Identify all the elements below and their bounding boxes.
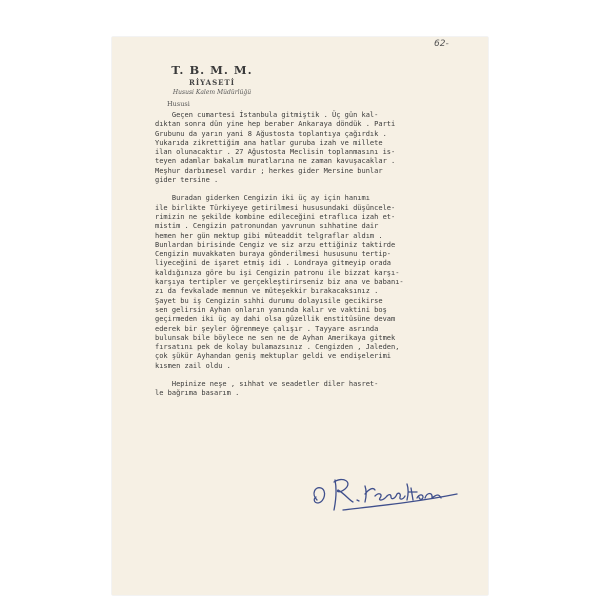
letter-page — [112, 37, 488, 595]
text-line: kısmen zail oldu . — [155, 361, 231, 370]
handwritten-signature — [307, 472, 477, 517]
text-line: çok şükür Ayhandan geniş mektuplar geldi ve endişelerimi — [155, 352, 392, 361]
text-line: bulunsak bile böylece ne sen ne de Ayhan Amerikaya gitmek — [155, 333, 396, 342]
paragraph-1 — [155, 111, 481, 185]
text-line: Buradan giderken Cengizin iki üç ay için hanımı — [155, 194, 370, 203]
text-line: ile birlikte Türkiyeye getirilmesi hususundaki düşüncele- — [155, 203, 396, 212]
text-line: sen gelirsin Ayhan onların yanında kalır ve vaktini boş — [155, 305, 387, 314]
text-line: mistim . Cengizin patronundan yavrunun sıhhatine dair — [155, 222, 379, 231]
text-line: Yukarıda zikrettiğim ana hatlar guruba izah ve millete — [155, 138, 383, 147]
text-line: hemen her gün mektup gibi müteaddit telgraflar aldım . — [155, 231, 383, 240]
text-line: rimizin ne şekilde kombine edileceğini etraflıca izah et- — [155, 212, 396, 221]
text-line: kaldığınıza göre bu işi Cengizin patronu ile bizzat karşı- — [155, 268, 400, 277]
text-line: Şayet bu iş Cengizin sıhhi durumu dolayısile gecikirse — [155, 296, 383, 305]
letterhead-office: Hususi Kalem Müdürlüğü — [172, 89, 252, 96]
paragraph-3 — [155, 380, 481, 399]
text-line: liyeceğini de işaret etmiş idi . Londraya gitmeyip orada — [155, 259, 392, 268]
letterhead-title: T. B. M. M. — [171, 63, 253, 77]
paragraph-2 — [155, 194, 481, 371]
text-line: zı da fevkalade memnun ve müteşekkir bırakacaksınız . — [155, 287, 379, 296]
text-line: ederek bir şeyler öğrenmeye çalışır . Tayyare asrında — [155, 324, 379, 333]
text-line: karşıya tertipler ve gerçekleştirirseniz biz ana ve babanı- — [155, 278, 404, 287]
text-line: Meşhur darbımesel vardır ; herkes gider Mersine bunlar — [155, 166, 383, 175]
text-line: dıktan sonra dün yine hep beraber Ankaraya döndük . Parti — [155, 120, 396, 129]
letter-body — [155, 111, 481, 408]
text-line: ilan olunacaktır . 27 Ağustosta Meclisin toplanmasını is- — [155, 148, 396, 157]
text-line: Grubunu da yarın yani 8 Ağustosta toplantıya çağırdık . — [155, 129, 387, 138]
text-line: teyen adamlar bakalım muratlarına ne zaman kavuşacaklar . — [155, 157, 396, 166]
text-line: Geçen cumartesi İstanbula gitmiştik . Üç gün kal- — [155, 111, 379, 119]
text-line: Bunlardan birisinde Cengiz ve siz arzu ettiğiniz taktirde — [155, 240, 396, 249]
page-number: 62- — [434, 39, 449, 49]
text-line: fırsatını pek de kolay bulamazsınız . Cengizden , Jaleden, — [155, 343, 400, 352]
letterhead-private: Hususi — [167, 100, 190, 108]
letterhead-subtitle: RİYASETİ — [189, 78, 235, 87]
text-line: Hepinize neşe , sıhhat ve seadetler diler hasret- — [155, 380, 379, 389]
text-line: le bağrıma basarım . — [155, 389, 240, 398]
text-line: Cengizin muvakkaten buraya gönderilmesi hususunu tertip- — [155, 250, 392, 259]
text-line: geçirmeden iki üç ay dahi olsa güzellik enstitüsüne devam — [155, 315, 396, 324]
text-line: gider tersine . — [155, 176, 219, 185]
